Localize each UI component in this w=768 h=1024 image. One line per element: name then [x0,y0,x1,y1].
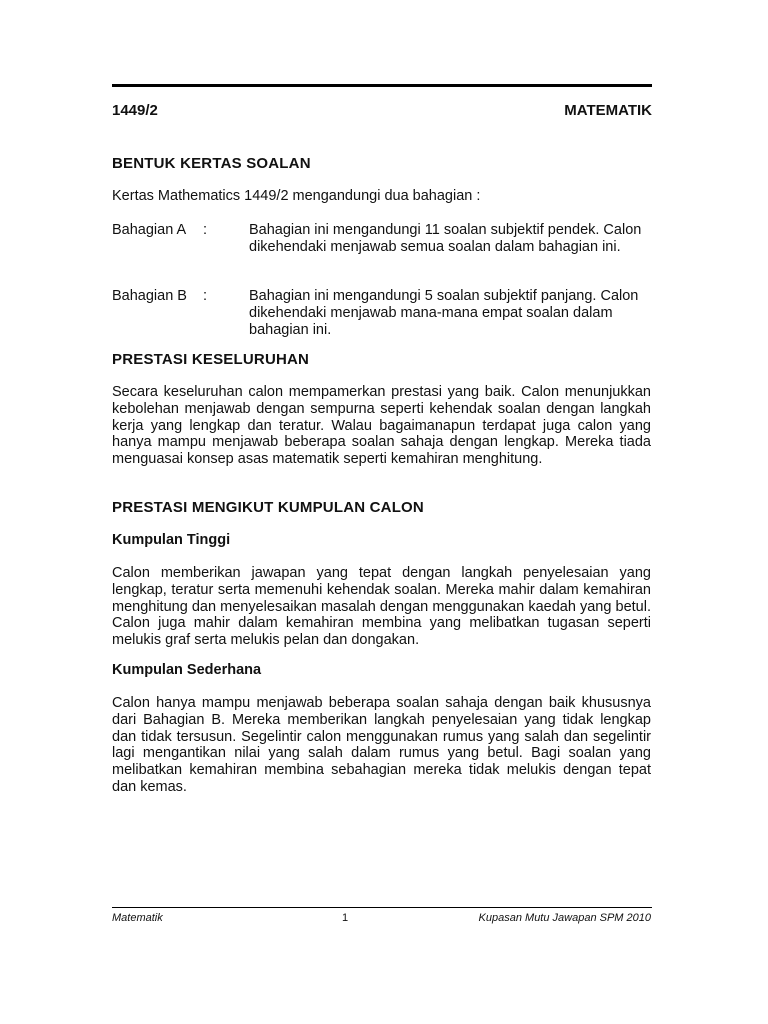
footer-publication: Kupasan Mutu Jawapan SPM 2010 [478,912,651,924]
bahagian-b-text: Bahagian ini mengandungi 5 soalan subjektif panjang. Calon dikehendaki menjawab mana-mana empat soalan dalam bahagian ini. [249,288,639,338]
tinggi-paragraph: Calon memberikan jawapan yang tepat dengan langkah penyelesaian yang lengkap, teratur serta memenuhi kehendak soalan. Mereka mahir dalam kemahiran menghitung dan menyelesaikan masalah dengan menggunakan kaedah yang betul. Calon juga mahir dalam kemahiran membina yang melibatkan tugasan seperti melukis graf serta melukis pelan dan dongakan. [112,565,651,649]
sederhana-paragraph: Calon hanya mampu menjawab beberapa soalan sahaja dengan baik khususnya dari Bahagian B. Mereka memberikan langkah penyelesaian yang tidak lengkap dan tidak tersusun. Segelintir calon menggunakan rumus yang salah dan segelintir lagi mengantikan nilai yang salah dalam rumus yang betul. Bagi soalan yang melibatkan kemahiran membina sebahagian mereka tidak melukis dengan tepat dan kemas. [112,695,651,795]
section-title-prestasi: PRESTASI KESELURUHAN [112,351,310,368]
paper-code: 1449/2 [112,102,158,119]
bentuk-intro: Kertas Mathematics 1449/2 mengandungi dua bahagian : [112,188,481,204]
bahagian-b-label: Bahagian B [112,288,187,304]
section-title-bentuk: BENTUK KERTAS SOALAN [112,155,311,172]
subsection-title-sederhana: Kumpulan Sederhana [112,662,262,678]
bahagian-a-colon: : [203,222,208,238]
footer-rule [112,907,652,908]
prestasi-paragraph: Secara keseluruhan calon mempamerkan prestasi yang baik. Calon menunjukkan kebolehan menjawab dengan sempurna seperti kehendak soalan dengan langkah kerja yang lengkap dan teratur. Walau bagaimanapun terdapat juga calon yang hanya mampu menjawab beberapa soalan sahaja dengan lengkap. Mereka tiada menguasai konsep asas matematik seperti kemahiran menghitung. [112,384,651,468]
subsection-title-tinggi: Kumpulan Tinggi [112,532,231,548]
page-number: 1 [342,912,349,924]
section-title-kumpulan: PRESTASI MENGIKUT KUMPULAN CALON [112,499,424,516]
bahagian-a-text: Bahagian ini mengandungi 11 soalan subjektif pendek. Calon dikehendaki menjawab semua soalan dalam bahagian ini. [249,222,642,255]
header-rule [112,84,652,87]
bahagian-b-colon: : [203,288,208,304]
subject-title: MATEMATIK [564,102,652,119]
bahagian-a-label: Bahagian A [112,222,187,238]
footer-subject: Matematik [112,912,163,924]
